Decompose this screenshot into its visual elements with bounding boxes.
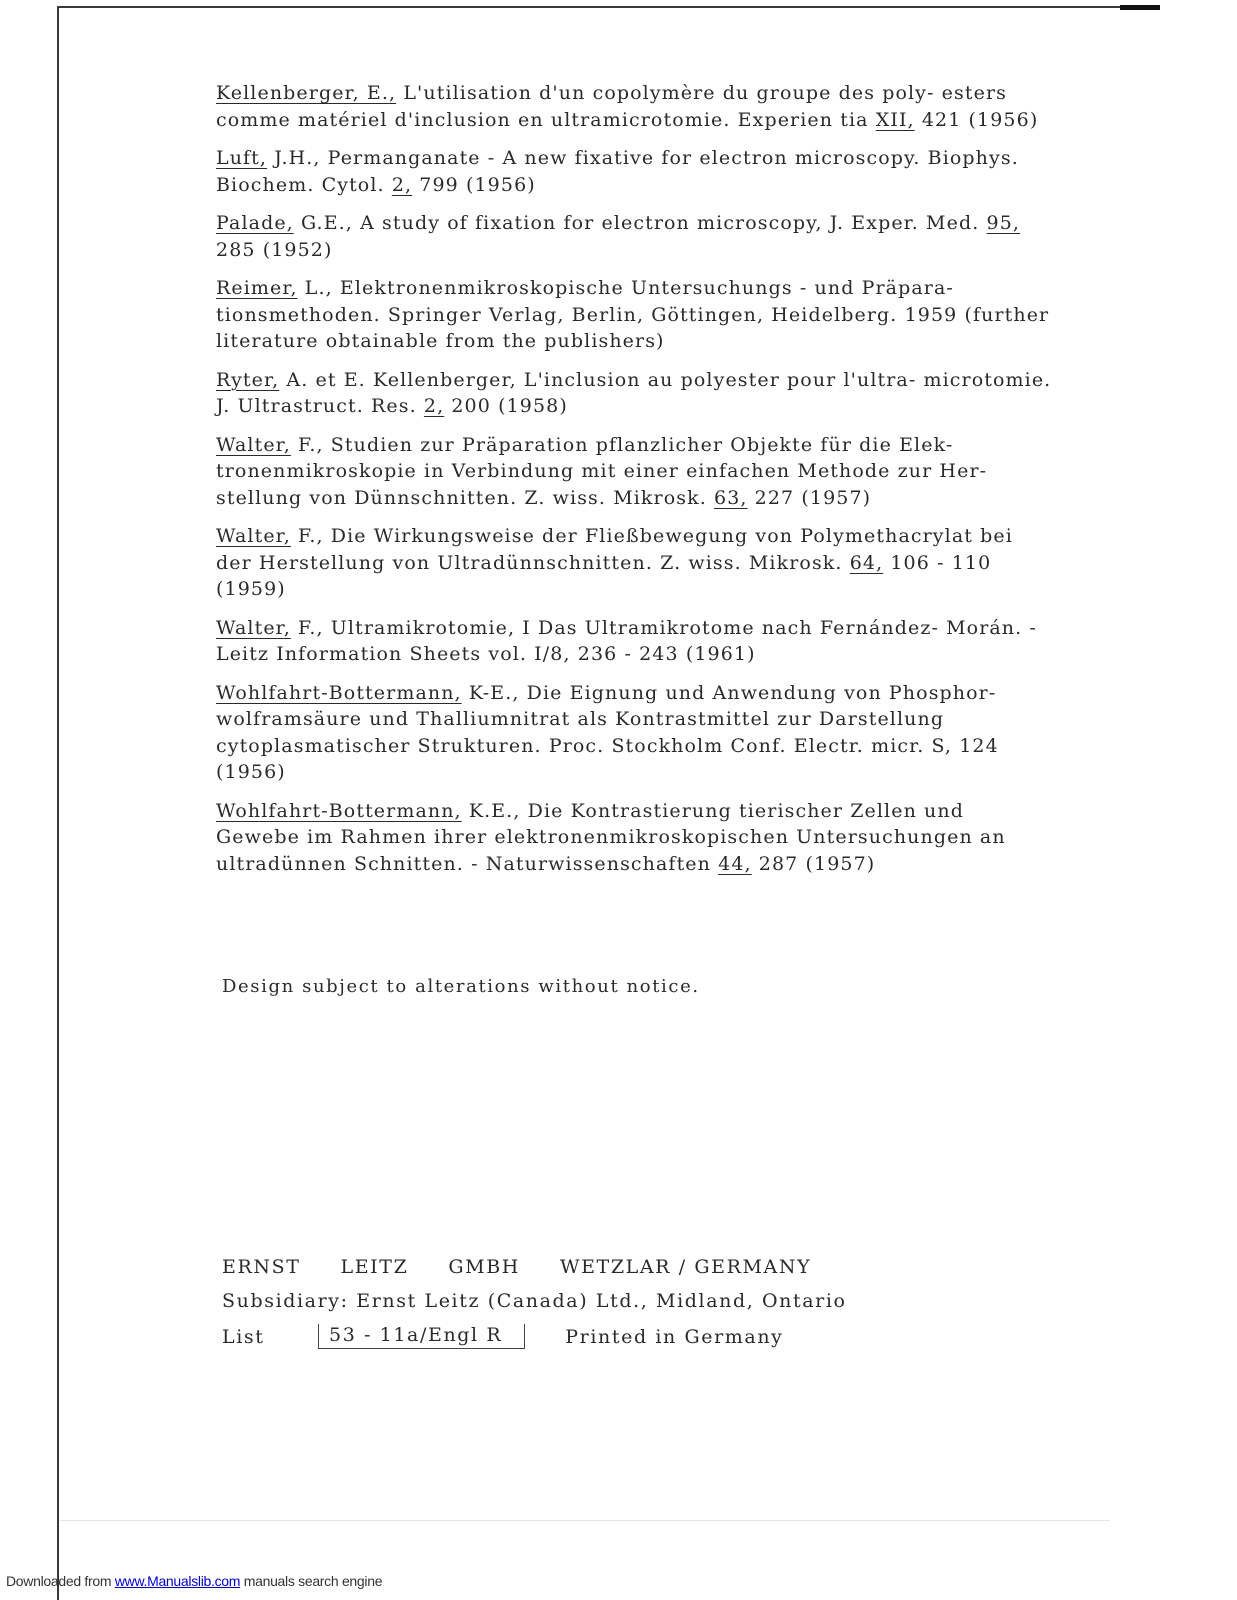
reference-tail: 227 (1957)	[747, 486, 872, 509]
reference-author: Walter,	[216, 616, 291, 639]
reference-text: K-E., Die Eignung und Anwendung von Phosphor- wolframsäure und Thalliumnitrat als Kontrastmittel zur Darstellung cytoplasmatischer Strukturen. Proc. Stockholm Conf. Electr. micr. S, 124 (1956)	[216, 681, 999, 783]
reference-text: L'utilisation d'un copolymère du groupe des poly- esters comme matériel d'inclusion en ultramicrotomie. Experien tia	[216, 82, 1007, 131]
reference-entry	[216, 798, 1054, 878]
reference-tail: 200 (1958)	[444, 395, 568, 417]
reference-entry	[216, 432, 1054, 512]
reference-entry	[216, 523, 1054, 603]
reference-volume: 63,	[714, 486, 748, 509]
company-word: GMBH	[448, 1256, 520, 1278]
reference-entry	[216, 145, 1054, 198]
list-number-box: 53 - 11a/Engl R	[318, 1324, 525, 1349]
reference-volume: 95,	[986, 212, 1021, 234]
reference-text: L., Elektronenmikroskopische Untersuchungs - und Präpara- tionsmethoden. Springer Verlag, Berlin, Göttingen, Heidelberg. 1959 (further literature obtainable from the publishers)	[216, 277, 1050, 352]
download-prefix: Downloaded from	[6, 1573, 115, 1589]
reference-entry	[216, 615, 1054, 668]
reference-volume: 64,	[849, 551, 884, 574]
reference-text: K.E., Die Kontrastierung tierischer Zellen und Gewebe im Rahmen ihrer elektronenmikroskopischen Untersuchungen an ultradünnen Schnitten. - Naturwissenschaften	[216, 799, 1006, 875]
manualslib-link[interactable]: www.Manualslib.com	[114, 1573, 241, 1589]
reference-author: Kellenberger, E.,	[216, 82, 397, 104]
scan-edge-mark	[1120, 5, 1160, 10]
reference-tail: 799 (1956)	[412, 173, 536, 196]
scan-edge-top	[58, 6, 1138, 8]
reference-tail: 421 (1956)	[914, 108, 1039, 131]
reference-author: Walter,	[216, 433, 291, 456]
subsidiary-line: Subsidiary: Ernst Leitz (Canada) Ltd., Midland, Ontario	[222, 1290, 847, 1312]
publisher-footer	[222, 1256, 982, 1349]
reference-entry	[216, 680, 1054, 786]
reference-author: Walter,	[216, 525, 291, 547]
company-line	[222, 1256, 982, 1278]
reference-tail: 106 - 110 (1959)	[216, 551, 992, 600]
reference-author: Ryter,	[216, 368, 280, 391]
reference-volume: 2,	[423, 395, 445, 417]
download-suffix: manuals search engine	[240, 1573, 383, 1589]
reference-text: F., Ultramikrotomie, I Das Ultramikrotome nach Fernández- Morán. - Leitz Information Sheets vol. I/8, 236 - 243 (1961)	[216, 616, 1037, 665]
reference-text: F., Die Wirkungsweise der Fließbewegung von Polymethacrylat bei der Herstellung von Ultradünnschnitten. Z. wiss. Mikrosk.	[216, 525, 1013, 574]
reference-list	[216, 80, 1054, 889]
scan-edge-bottom	[60, 1520, 1110, 1521]
reference-volume: 2,	[391, 173, 413, 196]
reference-text: A. et E. Kellenberger, L'inclusion au polyester pour l'ultra- microtomie. J. Ultrastruct. Res.	[216, 368, 1052, 417]
reference-author: Wohlfahrt-Bottermann,	[216, 681, 462, 704]
company-location: WETZLAR / GERMANY	[559, 1256, 812, 1278]
reference-tail: 287 (1957)	[751, 852, 876, 875]
reference-entry	[216, 367, 1054, 420]
company-word: LEITZ	[340, 1256, 409, 1278]
reference-author: Palade,	[216, 212, 294, 234]
printed-note: Printed in Germany	[565, 1325, 784, 1348]
notice-text: Design subject to alterations without notice.	[222, 976, 700, 997]
reference-volume: 44,	[718, 852, 752, 875]
reference-volume: XII,	[875, 108, 915, 131]
reference-entry	[216, 80, 1054, 133]
download-footer	[6, 1573, 382, 1589]
reference-author: Reimer,	[216, 277, 298, 299]
reference-text: G.E., A study of fixation for electron microscopy, J. Exper. Med.	[293, 212, 987, 234]
reference-text: J.H., Permanganate - A new fixative for electron microscopy. Biophys. Biochem. Cytol.	[216, 147, 1019, 196]
list-label: List	[222, 1325, 265, 1348]
reference-entry	[216, 275, 1054, 355]
reference-tail: 285 (1952)	[216, 238, 333, 261]
scan-edge-left	[57, 6, 59, 1600]
reference-author: Luft,	[216, 147, 268, 169]
company-word: ERNST	[222, 1256, 301, 1278]
list-line	[222, 1324, 982, 1349]
reference-author: Wohlfahrt-Bottermann,	[216, 799, 462, 822]
reference-text: F., Studien zur Präparation pflanzlicher Objekte für die Elek- tronenmikroskopie in Verbindung mit einer einfachen Methode zur Her- stellung von Dünnschnitten. Z. wiss. Mikrosk.	[216, 433, 988, 509]
reference-entry	[216, 210, 1054, 263]
